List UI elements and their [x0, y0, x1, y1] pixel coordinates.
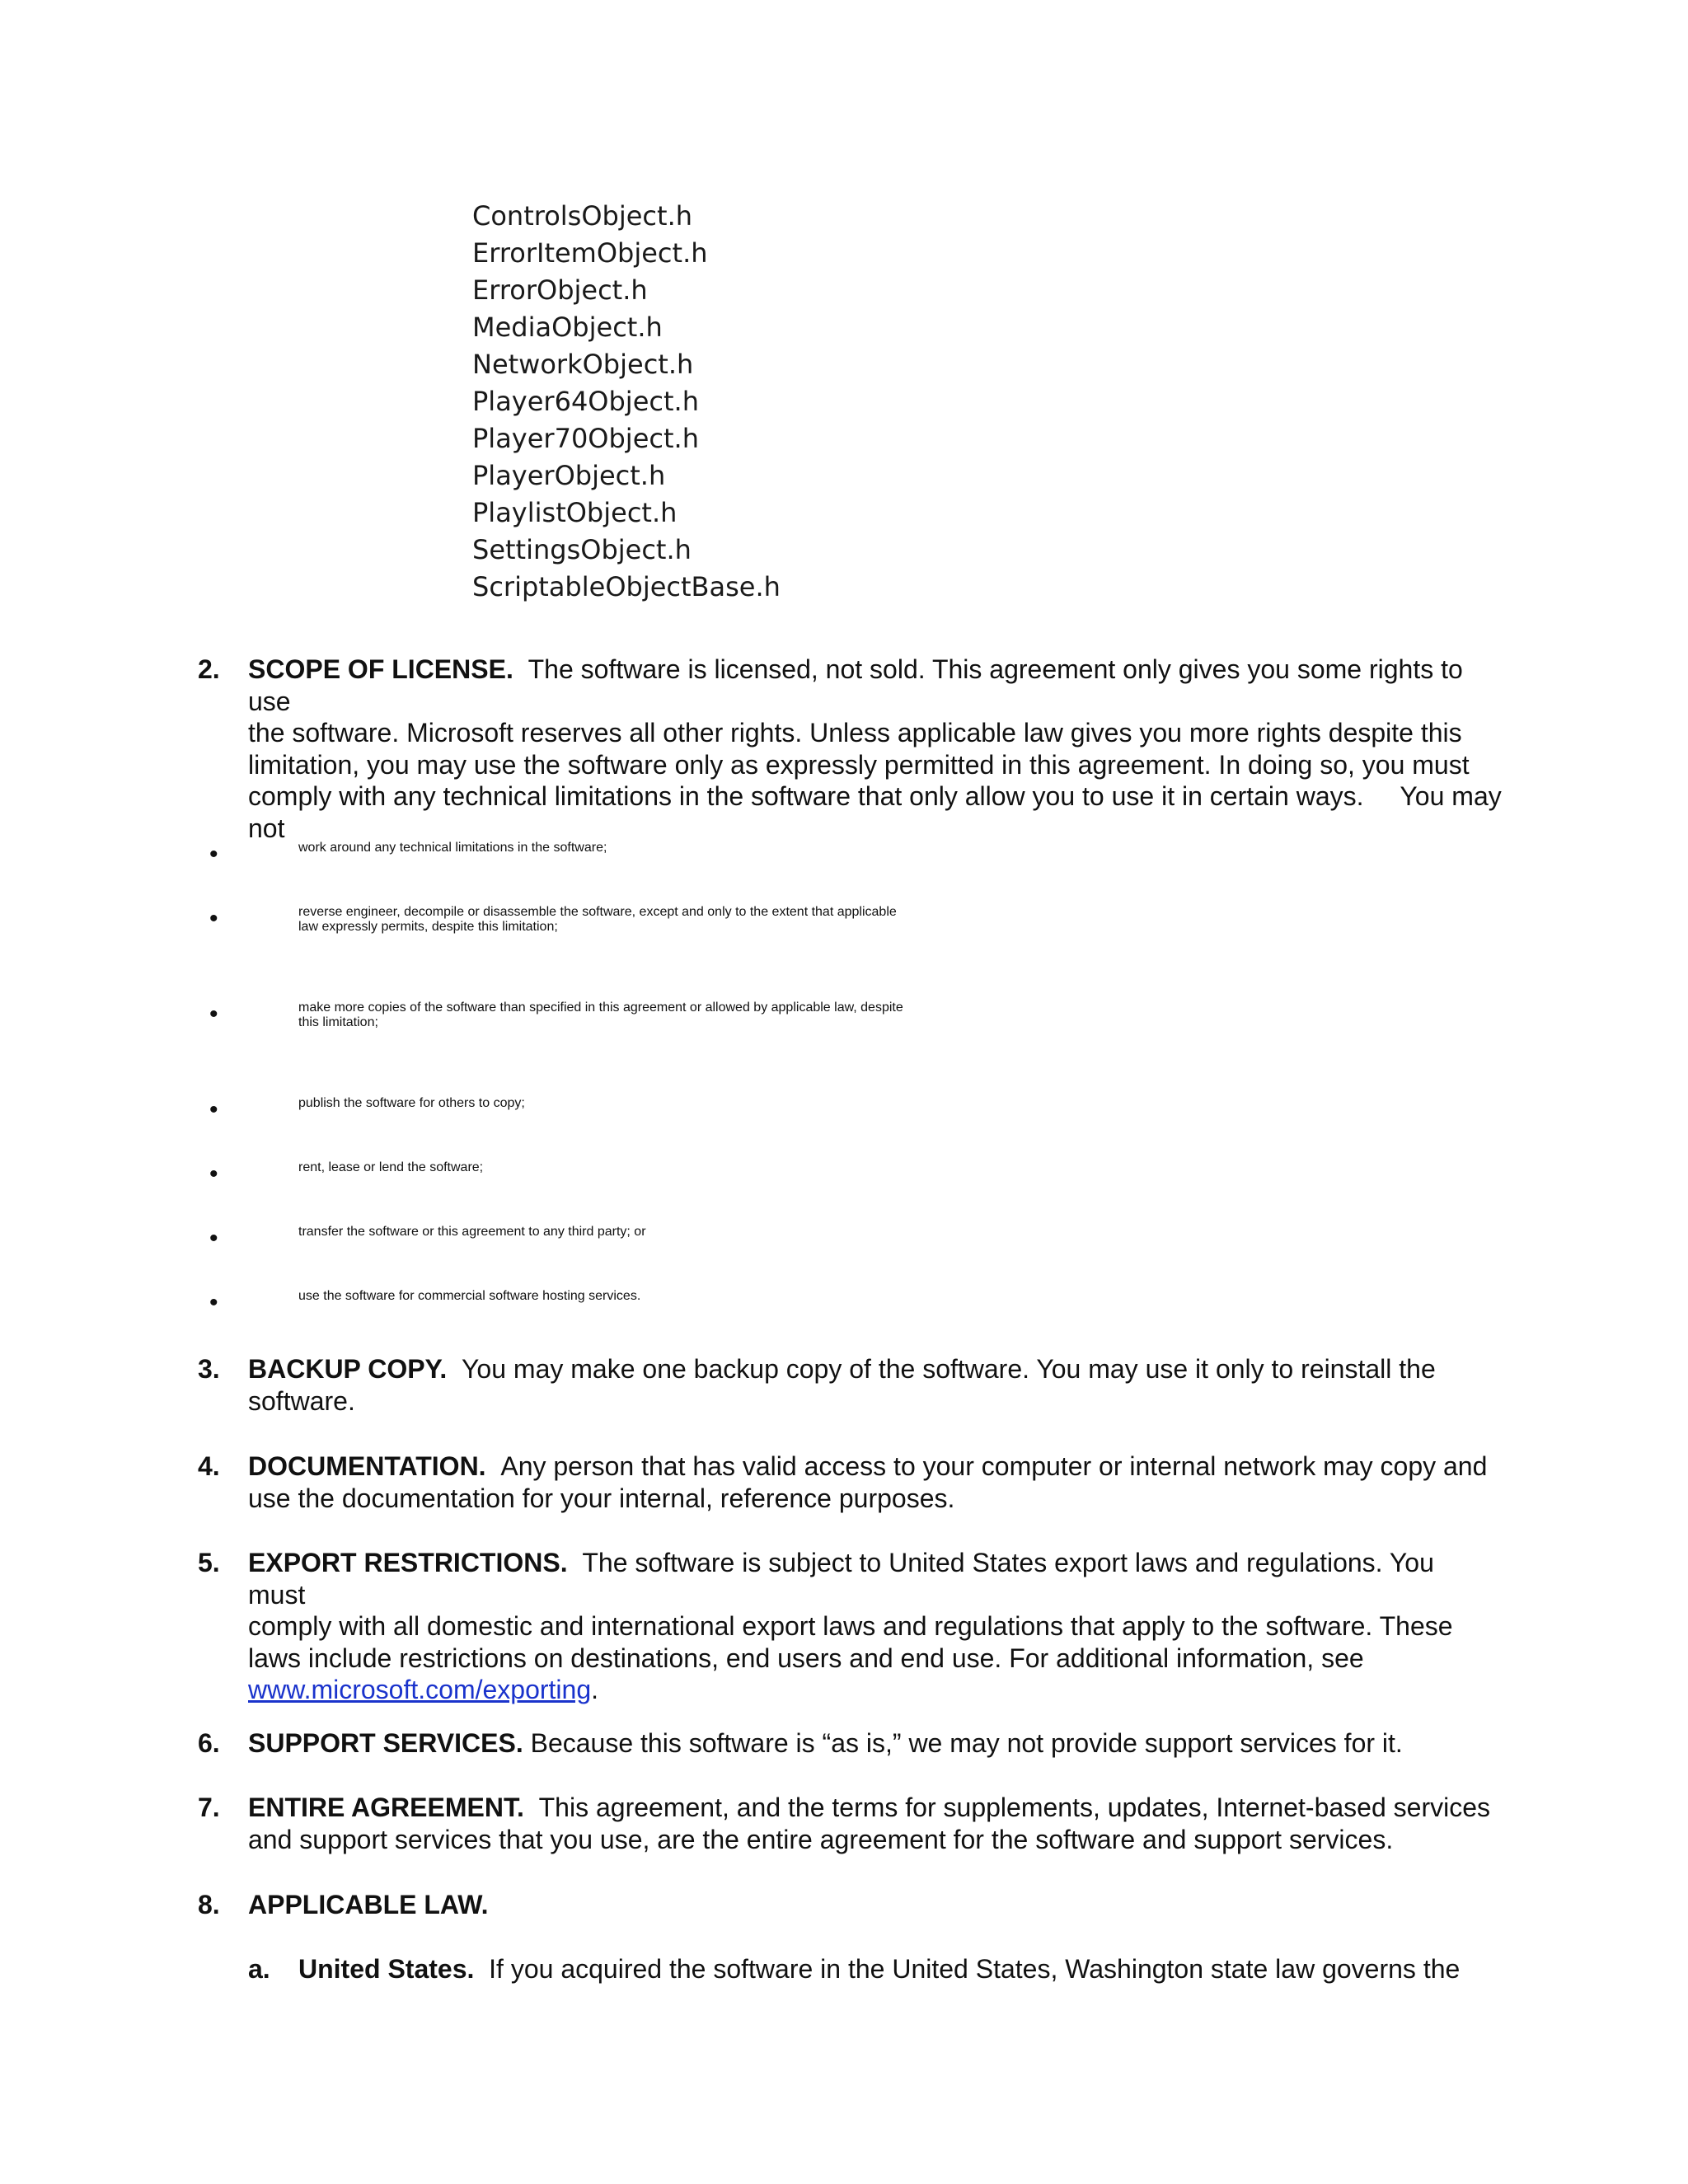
section-body — [248, 1353, 1492, 1417]
file-item: ControlsObject.h — [472, 200, 693, 232]
section-text-line: software. — [248, 1385, 355, 1416]
section-heading: ENTIRE AGREEMENT. — [248, 1793, 524, 1822]
bullet-icon: • — [209, 905, 218, 932]
file-item: ErrorObject.h — [472, 274, 648, 306]
section-text-line: use the documentation for your internal, reference purposes. — [248, 1483, 955, 1513]
section-number: 6. — [198, 1728, 220, 1758]
section-text-line: not — [248, 813, 285, 843]
list-item-text: make more copies of the software than specified in this agreement or allowed by applicable law, despite — [298, 1001, 903, 1015]
file-item: Player70Object.h — [472, 423, 699, 454]
section-applicable-law — [198, 1889, 1492, 1921]
file-item: MediaObject.h — [472, 312, 663, 343]
list-item — [198, 905, 1492, 935]
section-heading: BACKUP COPY. — [248, 1354, 448, 1384]
file-list — [472, 198, 781, 606]
bullet-icon: • — [209, 1096, 218, 1123]
bullet-icon: • — [209, 1001, 218, 1028]
list-item-text: publish the software for others to copy; — [298, 1096, 525, 1110]
link-suffix: . — [591, 1675, 599, 1704]
section-text-line: Any person that has valid access to your computer or internal network may copy and — [500, 1451, 1488, 1481]
file-item: ScriptableObjectBase.h — [472, 571, 781, 602]
list-item-text: rent, lease or lend the software; — [298, 1160, 484, 1174]
section-heading: EXPORT RESTRICTIONS. — [248, 1548, 568, 1577]
section-export-restrictions — [198, 1547, 1492, 1706]
section-number: 4. — [198, 1451, 220, 1481]
section-body — [248, 1792, 1492, 1855]
section-text-line: the software. Microsoft reserves all other rights. Unless applicable law gives you more rights despite this — [248, 718, 1462, 748]
section-scope-of-license — [198, 654, 1502, 844]
list-item-text: transfer the software or this agreement to any third party; or — [298, 1225, 646, 1239]
file-item: PlaylistObject.h — [472, 497, 678, 528]
section-heading: SUPPORT SERVICES. — [248, 1728, 523, 1758]
section-heading: DOCUMENTATION. — [248, 1451, 486, 1481]
section-backup-copy — [198, 1353, 1492, 1417]
export-info-link[interactable]: www.microsoft.com/exporting — [248, 1675, 592, 1704]
section-body — [248, 1727, 1492, 1760]
section-text-line: and support services that you use, are the entire agreement for the software and support services. — [248, 1824, 1394, 1854]
list-item — [198, 841, 1492, 868]
list-item — [198, 1225, 1492, 1252]
section-number: 5. — [198, 1548, 220, 1577]
section-body — [248, 1889, 1492, 1921]
list-item-text-block — [298, 905, 1492, 935]
section-body — [248, 1547, 1492, 1706]
section-text-line: comply with any technical limitations in the software that only allow you to use it in certain ways. You may — [248, 781, 1502, 811]
subsection-letter: a. — [248, 1954, 270, 1984]
section-number: 3. — [198, 1354, 220, 1384]
subsection-body — [298, 1953, 1492, 1985]
subsection-heading: United States. — [298, 1954, 475, 1984]
file-item: Player64Object.h — [472, 386, 699, 417]
section-text-line: The software is subject to United States export laws and regulations. You must — [248, 1548, 1434, 1610]
list-item — [198, 1160, 1492, 1188]
list-item-text: law expressly permits, despite this limitation; — [298, 920, 558, 934]
list-item-text: reverse engineer, decompile or disassemble the software, except and only to the extent that applicable — [298, 905, 897, 919]
list-item-text: work around any technical limitations in the software; — [298, 841, 607, 855]
list-item — [198, 1096, 1492, 1123]
file-item: NetworkObject.h — [472, 349, 694, 380]
section-text-line: The software is licensed, not sold. This agreement only gives you some rights to use — [248, 654, 1463, 716]
list-item-text: use the software for commercial software hosting services. — [298, 1289, 641, 1303]
section-heading: SCOPE OF LICENSE. — [248, 654, 513, 684]
section-text-line: comply with all domestic and international export laws and regulations that apply to the software. These — [248, 1611, 1453, 1641]
subsection-united-states — [198, 1953, 1492, 1985]
section-text-line: This agreement, and the terms for supplements, updates, Internet-based services — [538, 1793, 1490, 1822]
bullet-icon: • — [209, 841, 218, 868]
section-documentation — [198, 1451, 1492, 1514]
section-number: 2. — [198, 654, 220, 684]
subsection-text: If you acquired the software in the United States, Washington state law governs the — [489, 1954, 1461, 1984]
section-number: 8. — [198, 1890, 220, 1919]
file-item: ErrorItemObject.h — [472, 237, 708, 269]
file-item: SettingsObject.h — [472, 534, 692, 565]
file-item: PlayerObject.h — [472, 460, 666, 491]
section-number: 7. — [198, 1793, 220, 1822]
bullet-icon: • — [209, 1160, 218, 1188]
section-text-line: You may make one backup copy of the software. You may use it only to reinstall the — [462, 1354, 1436, 1384]
list-item — [198, 1001, 1492, 1030]
section-text-line: laws include restrictions on destinations, end users and end use. For additional information, see — [248, 1643, 1364, 1673]
list-item-text-block — [298, 1001, 1492, 1030]
bullet-icon: • — [209, 1289, 218, 1316]
bullet-icon: • — [209, 1225, 218, 1252]
list-item-text: this limitation; — [298, 1015, 378, 1029]
section-text-line: Because this software is “as is,” we may not provide support services for it. — [530, 1728, 1403, 1758]
list-item — [198, 1289, 1492, 1316]
section-heading: APPLICABLE LAW. — [248, 1890, 489, 1919]
section-body — [248, 1451, 1492, 1514]
section-support-services — [198, 1727, 1492, 1760]
section-entire-agreement — [198, 1792, 1492, 1855]
section-text-line: limitation, you may use the software only as expressly permitted in this agreement. In doing so, you must — [248, 749, 1470, 780]
section-body — [248, 654, 1502, 844]
